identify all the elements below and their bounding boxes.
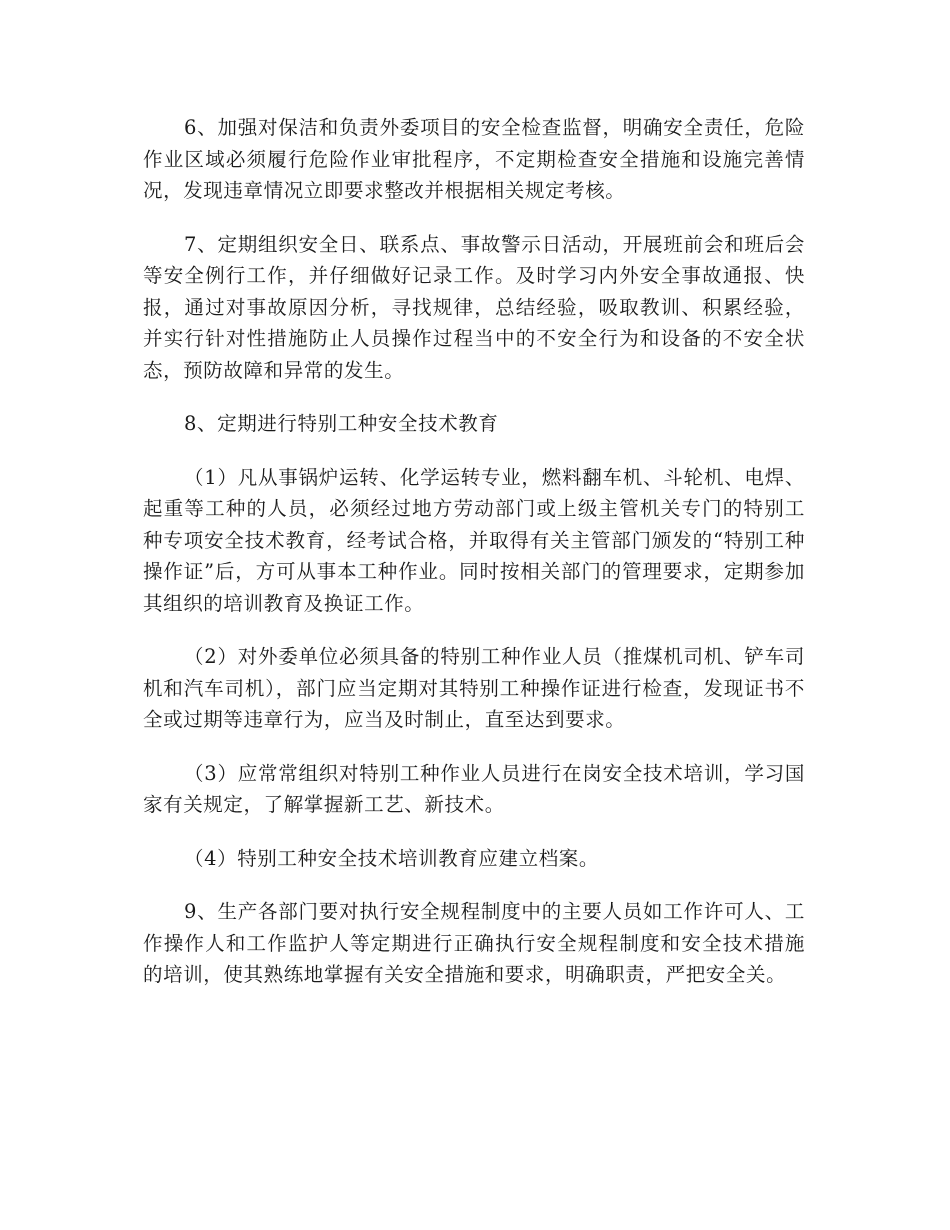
paragraph-subitem-3: （3）应常常组织对特别工种作业人员进行在岗安全技术培训，学习国家有关规定，了解掌握新工艺、新技术。 (143, 761, 805, 816)
paragraph-subitem-2: （2）对外委单位必须具备的特别工种作业人员（推煤机司机、铲车司机和汽车司机），部门应当定期对其特别工种操作证进行检查，发现证书不全或过期等违章行为，应当及时制止，直至达到要求。 (143, 645, 805, 731)
paragraph-subitem-1: （1）凡从事锅炉运转、化学运转专业，燃料翻车机、斗轮机、电焊、起重等工种的人员，必须经过地方劳动部门或上级主管机关专门的特别工种专项安全技术教育，经考试合格，并取得有关主管部门颁发的“特别工种操作证”后，方可从事本工种作业。同时按相关部门的管理要求，定期参加其组织的培训教育及换证工作。 (143, 465, 805, 615)
paragraph-item-6: 6、加强对保洁和负责外委项目的安全检查监督，明确安全责任，危险作业区域必须履行危险作业审批程序，不定期检查安全措施和设施完善情况，发现违章情况立即要求整改并根据相关规定考核。 (143, 116, 805, 202)
document-page (143, 112, 805, 1013)
paragraph-item-7: 7、定期组织安全日、联系点、事故警示日活动，开展班前会和班后会等安全例行工作，并仔细做好记录工作。及时学习内外安全事故通报、快报，通过对事故原因分析，寻找规律，总结经验，吸取教训、积累经验，并实行针对性措施防止人员操作过程当中的不安全行为和设备的不安全状态，预防故障和异常的发生。 (143, 232, 805, 382)
paragraph-item-8: 8、定期进行特别工种安全技术教育 (184, 412, 499, 435)
paragraph-item-9: 9、生产各部门要对执行安全规程制度中的主要人员如工作许可人、工作操作人和工作监护人等定期进行正确执行安全规程制度和安全技术措施的培训，使其熟练地掌握有关安全措施和要求，明确职责，严把安全关。 (143, 900, 805, 986)
paragraph-subitem-4: （4）特别工种安全技术培训教育应建立档案。 (184, 846, 600, 870)
